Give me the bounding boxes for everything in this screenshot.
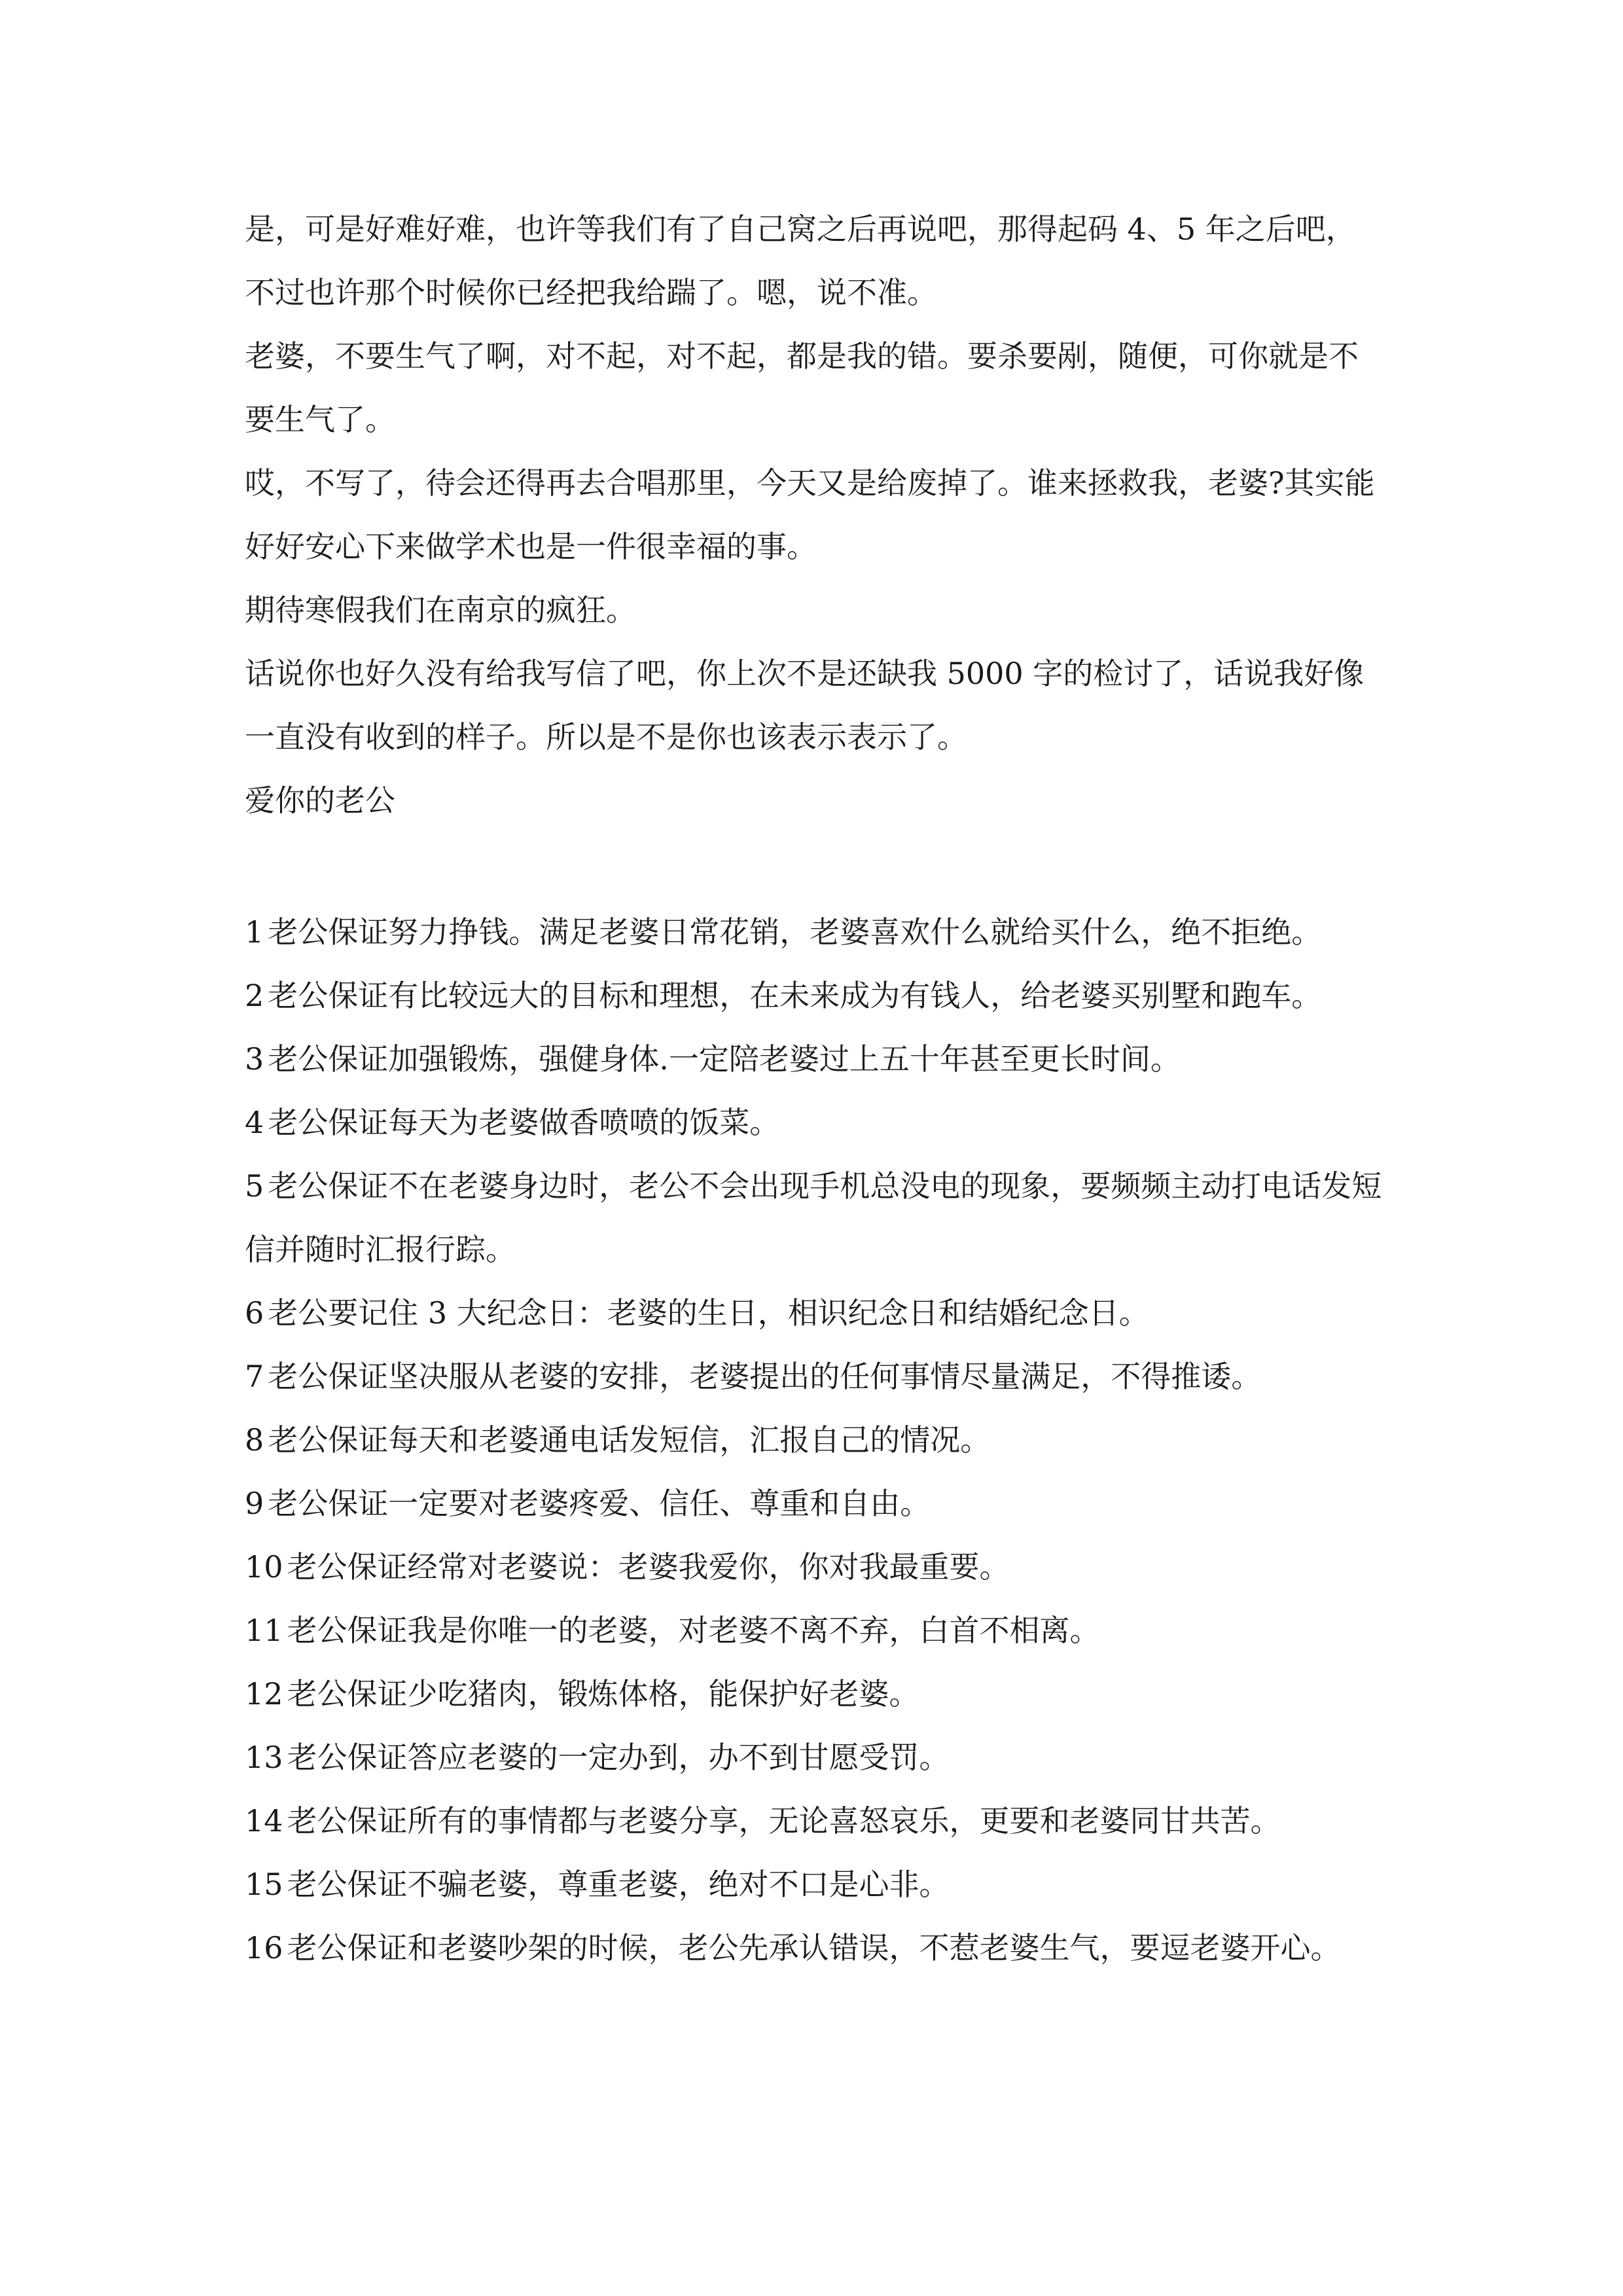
promise-item: [245, 1408, 1383, 1472]
promise-item: [245, 1853, 1383, 1916]
promise-number: 3: [245, 1041, 264, 1077]
letter-signature: 爱你的老公: [245, 783, 395, 818]
promise-text: 老公保证所有的事情都与老婆分享，无论喜怒哀乐，更要和老婆同甘共苦。: [287, 1803, 1281, 1839]
promise-number: 13: [245, 1740, 283, 1775]
letter-paragraph: 老婆，不要生气了啊，对不起，对不起，都是我的错。要杀要剐，随便，可你就是不要生气了。: [245, 338, 1359, 437]
promise-number: 16: [245, 1930, 283, 1965]
promise-item: [245, 1789, 1383, 1853]
promise-text: 老公保证每天和老婆通电话发短信，汇报自己的情况。: [268, 1422, 991, 1458]
promise-text: 老公保证一定要对老婆疼爱、信任、尊重和自由。: [268, 1486, 931, 1521]
promise-number: 9: [245, 1486, 264, 1521]
promise-item: [245, 1345, 1383, 1408]
letter-paragraph: 期待寒假我们在南京的疯狂。: [245, 592, 636, 628]
promise-item: [245, 1028, 1383, 1091]
promise-item: [245, 901, 1383, 964]
letter-paragraph: 话说你也好久没有给我写信了吧，你上次不是还缺我 5000 字的检讨了，话说我好像一直没有收到的样子。所以是不是你也该表示表示了。: [245, 656, 1364, 755]
promise-item: [245, 1916, 1383, 1980]
promise-item: [245, 1535, 1383, 1599]
promise-list: [245, 901, 1383, 1980]
promise-text: 老公保证少吃猪肉，锻炼体格，能保护好老婆。: [287, 1676, 919, 1712]
promise-text: 老公要记住 3 大纪念日：老婆的生日，相识纪念日和结婚纪念日。: [268, 1295, 1149, 1331]
promise-text: 老公保证经常对老婆说：老婆我爱你，你对我最重要。: [287, 1549, 1010, 1585]
promise-number: 11: [245, 1613, 283, 1648]
promise-text: 老公保证不在老婆身边时，老公不会出现手机总没电的现象，要频频主动打电话发短信并随时汇报行踪。: [245, 1168, 1382, 1267]
promise-item: [245, 1155, 1383, 1282]
promise-item: [245, 1472, 1383, 1535]
promise-item: [245, 1726, 1383, 1789]
promise-text: 老公保证有比较远大的目标和理想，在未来成为有钱人，给老婆买别墅和跑车。: [268, 978, 1322, 1013]
promise-text: 老公保证坚决服从老婆的安排，老婆提出的任何事情尽量满足，不得推诿。: [268, 1359, 1262, 1394]
promise-number: 2: [245, 978, 264, 1013]
promise-text: 老公保证不骗老婆，尊重老婆，绝对不口是心非。: [287, 1867, 950, 1902]
letter-paragraph: 哎，不写了，待会还得再去合唱那里，今天又是给废掉了。谁来拯救我，老婆?其实能好好安心下来做学术也是一件很幸福的事。: [245, 465, 1375, 564]
promise-number: 15: [245, 1867, 283, 1902]
promise-text: 老公保证每天为老婆做香喷喷的饭菜。: [268, 1105, 780, 1140]
promise-number: 1: [245, 914, 264, 950]
promise-item: [245, 1599, 1383, 1662]
promise-item: [245, 1662, 1383, 1726]
promise-number: 8: [245, 1422, 264, 1458]
promise-number: 5: [245, 1168, 264, 1204]
promise-text: 老公保证加强锻炼，强健身体.一定陪老婆过上五十年甚至更长时间。: [268, 1041, 1181, 1077]
promise-number: 12: [245, 1676, 283, 1712]
promise-number: 4: [245, 1105, 264, 1140]
promise-number: 14: [245, 1803, 283, 1839]
promise-number: 6: [245, 1295, 264, 1331]
promise-item: [245, 1091, 1383, 1155]
promise-number: 10: [245, 1549, 283, 1585]
promise-text: 老公保证努力挣钱。满足老婆日常花销，老婆喜欢什么就给买什么，绝不拒绝。: [268, 914, 1322, 950]
promise-text: 老公保证答应老婆的一定办到，办不到甘愿受罚。: [287, 1740, 950, 1775]
promise-text: 老公保证我是你唯一的老婆，对老婆不离不弃，白首不相离。: [287, 1613, 1100, 1648]
letter-section: [245, 198, 1383, 833]
promise-item: [245, 1282, 1383, 1345]
promise-number: 7: [245, 1359, 264, 1394]
letter-paragraph: 是，可是好难好难，也许等我们有了自己窝之后再说吧，那得起码 4、5 年之后吧，不过也许那个时候你已经把我给踹了。嗯，说不准。: [245, 211, 1356, 310]
promise-text: 老公保证和老婆吵架的时候，老公先承认错误，不惹老婆生气，要逗老婆开心。: [287, 1930, 1341, 1965]
promise-item: [245, 964, 1383, 1028]
